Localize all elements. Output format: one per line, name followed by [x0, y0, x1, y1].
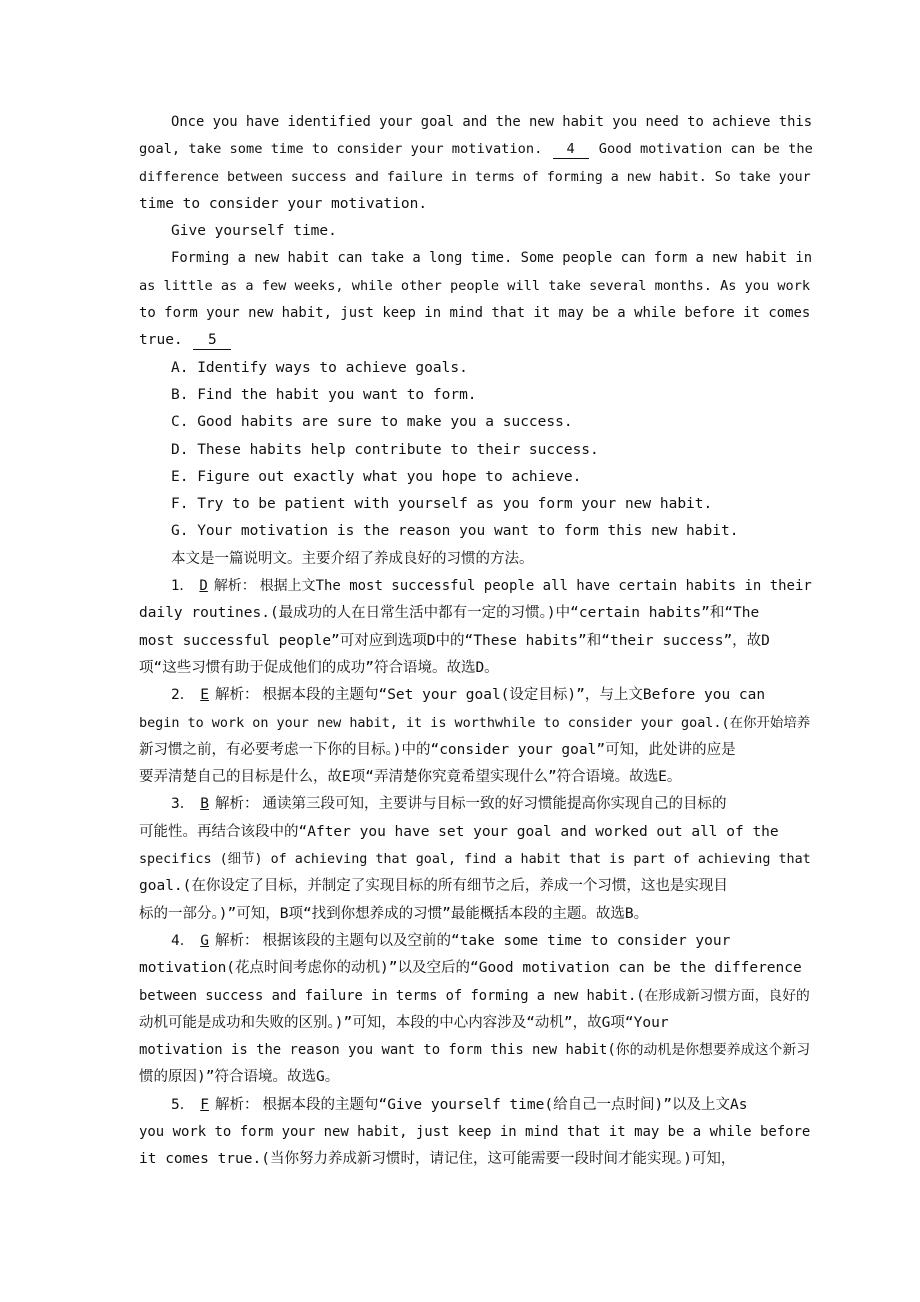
blank-4: 4 [553, 140, 589, 159]
analysis-line: daily routines.(最成功的人在日常生活中都有一定的习惯。)中“certain habits”和“The [139, 605, 760, 622]
analysis-line: it comes true.(当你努力养成新习惯时，请记住，这可能需要一段时间才能实现。)可知， [139, 1151, 736, 1168]
analysis-line: 要弄清楚自己的目标是什么，故E项“弄清楚你究竟希望实现什么”符合语境。故选E。 [139, 769, 682, 786]
passage-line [139, 327, 791, 354]
analysis-label: 解析： [214, 932, 259, 949]
analysis-line: begin to work on your new habit, it is worthwhile to consider your goal.(在你开始培养 [139, 715, 811, 731]
analysis-line: 标的一部分。)”可知，B项“找到你想养成的习惯”最能概括本段的主题。故选B。 [139, 905, 649, 922]
analysis-line: motivation(花点时间考虑你的动机)”以及空后的“Good motivation can be the difference [139, 960, 802, 977]
option-f: F. Try to be patient with yourself as you form your new habit. [171, 496, 713, 513]
analysis-text: 根据该段的主题句以及空前的“take some time to consider your [262, 932, 731, 949]
analysis-line: 项“这些习惯有助于促成他们的成功”符合语境。故选D。 [139, 659, 499, 676]
analysis-text: 根据本段的主题句“Set your goal(设定目标)”，与上文Before you can [262, 687, 766, 704]
document-content [139, 109, 813, 1174]
option-b: B. Find the habit you want to form. [171, 386, 477, 403]
blank-5: 5 [193, 331, 231, 350]
passage-text: goal, take some time to consider your motivation. [139, 141, 543, 158]
analysis-text: 根据上文The most successful people all have certain habits in their [259, 578, 812, 595]
analysis-label: 解析： [213, 578, 256, 595]
option-d: D. These habits help contribute to their success. [171, 441, 599, 458]
passage-line: as little as a few weeks, while other people will take several months. As you work [139, 277, 811, 294]
passage-line [139, 136, 813, 163]
analysis-label: 解析： [214, 796, 259, 813]
summary: 本文是一篇说明文。主要介绍了养成良好的习惯的方法。 [171, 550, 534, 567]
passage-line: to form your new habit, just keep in mind that it may be a while before it comes [139, 305, 811, 322]
answer-letter: D [199, 578, 208, 595]
analysis-5-line [139, 1092, 791, 1119]
analysis-text: 通读第三段可知，主要讲与目标一致的好习惯能提高你实现自己的目标的 [262, 796, 727, 813]
option-e: E. Figure out exactly what you hope to achieve. [171, 468, 582, 485]
analysis-number: 4． [171, 932, 195, 949]
analysis-line: between success and failure in terms of forming a new habit.(在形成新习惯方面，良好的 [139, 987, 810, 1004]
analysis-3-line [139, 791, 791, 818]
analysis-line: 惯的原因)”符合语境。故选G。 [139, 1069, 340, 1086]
answer-letter: F [200, 1096, 209, 1113]
analysis-label: 解析： [214, 1096, 259, 1113]
analysis-number: 1． [171, 578, 194, 595]
passage-text: Good motivation can be the [598, 141, 813, 158]
answer-letter: G [200, 932, 209, 949]
analysis-number: 2． [171, 687, 195, 704]
analysis-line: you work to form your new habit, just keep in mind that it may be a while before [139, 1123, 811, 1140]
analysis-4-line [139, 928, 791, 955]
analysis-number: 5． [171, 1096, 195, 1113]
option-c: C. Good habits are sure to make you a success. [171, 414, 573, 431]
section-heading: Give yourself time. [171, 223, 337, 240]
analysis-line: motivation is the reason you want to form this new habit(你的动机是你想要养成这个新习 [139, 1042, 811, 1059]
analysis-text: 根据本段的主题句“Give yourself time(给自己一点时间)”以及上文As [262, 1096, 748, 1113]
option-g: G. Your motivation is the reason you want to form this new habit. [171, 523, 739, 540]
analysis-label: 解析： [214, 687, 259, 704]
analysis-line: goal.(在你设定了目标，并制定了实现目标的所有细节之后，养成一个习惯，这也是实现目 [139, 878, 728, 895]
answer-letter: B [200, 796, 209, 813]
passage-line: Forming a new habit can take a long time. Some people can form a new habit in [171, 250, 813, 267]
analysis-1-line [139, 573, 812, 600]
option-a: A. Identify ways to achieve goals. [171, 359, 468, 376]
analysis-2-line [139, 682, 791, 709]
analysis-line: 动机可能是成功和失败的区别。)”可知，本段的中心内容涉及“动机”，故G项“Your [139, 1014, 669, 1031]
answer-letter: E [200, 687, 209, 704]
passage-text: true. [139, 332, 183, 349]
analysis-line: 新习惯之前，有必要考虑一下你的目标。)中的“consider your goal”可知，此处讲的应是 [139, 741, 736, 758]
passage-line: time to consider your motivation. [139, 195, 428, 212]
analysis-line: most successful people”可对应到选项D中的“These habits”和“their success”，故D [139, 632, 770, 649]
analysis-number: 3． [171, 796, 195, 813]
analysis-line: specifics (细节) of achieving that goal, find a habit that is part of achieving that [139, 852, 811, 868]
passage-line: Once you have identified your goal and the new habit you need to achieve this [171, 114, 813, 130]
analysis-line: 可能性。再结合该段中的“After you have set your goal and worked out all of the [139, 823, 779, 840]
passage-line: difference between success and failure in terms of forming a new habit. So take your [139, 169, 811, 185]
